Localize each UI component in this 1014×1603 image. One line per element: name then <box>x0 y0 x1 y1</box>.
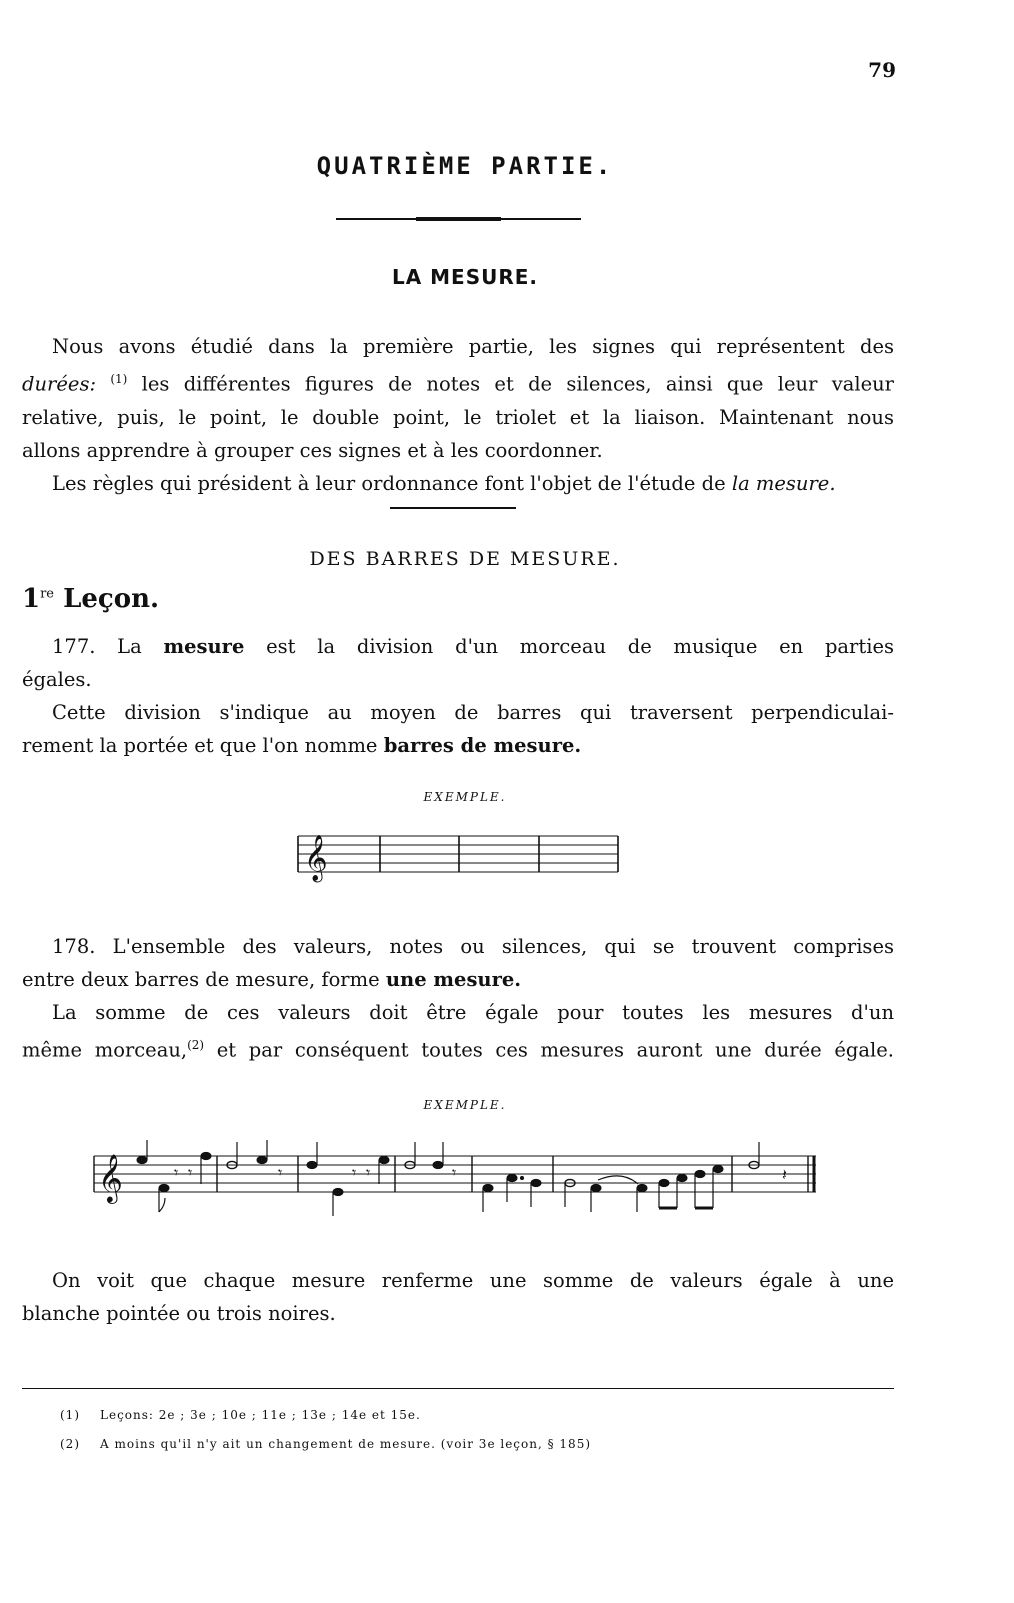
p178-line-2 <box>22 963 894 996</box>
svg-text:𝄽: 𝄽 <box>782 1165 787 1184</box>
p178-line-4-text-a: même morceau, <box>22 1038 188 1062</box>
svg-text:𝄾: 𝄾 <box>366 1163 371 1182</box>
intro-durees: durées: <box>22 372 97 396</box>
example-2-label: EXEMPLE. <box>423 1098 507 1112</box>
chapter-title: LA MESURE. <box>391 265 539 289</box>
lesson-title <box>22 584 159 614</box>
paragraph-177 <box>22 630 894 762</box>
title-divider <box>336 218 581 220</box>
p177-term-barres: barres de mesure. <box>383 734 582 757</box>
intro-la-mesure: la mesure. <box>731 471 836 495</box>
svg-text:𝄾: 𝄾 <box>352 1163 357 1182</box>
part-title: QUATRIÈME PARTIE. <box>316 152 614 180</box>
lesson-label: Leçon. <box>63 584 160 614</box>
intro-line-2 <box>22 363 894 401</box>
paragraph-178 <box>22 930 894 1067</box>
intro-line-5 <box>22 467 894 500</box>
svg-text:𝄾: 𝄾 <box>188 1163 193 1182</box>
staff-lines <box>298 836 618 872</box>
p177-number: 177. La <box>52 635 142 658</box>
intro-line-2-text: les différentes figures de notes et de silences, ainsi que leur valeur <box>141 372 894 396</box>
conclusion-line-2: blanche pointée ou trois noires. <box>22 1302 336 1325</box>
example-1-label: EXEMPLE. <box>423 790 507 804</box>
footnote-2-mark: (2) <box>60 1437 80 1451</box>
treble-clef-icon: 𝄞 <box>304 835 328 881</box>
footnote-ref-1: (1) <box>110 372 128 386</box>
intro-line-3: relative, puis, le point, le double point, le triolet et la liaison. Maintenant nous <box>22 405 894 429</box>
footnote-1 <box>60 1408 421 1422</box>
intro-line-1: Nous avons étudié dans la première partie, les signes qui représentent des <box>52 335 894 358</box>
conclusion-paragraph <box>22 1264 894 1330</box>
example-2-staff <box>92 1140 820 1220</box>
footnote-1-mark: (1) <box>60 1408 80 1422</box>
footnote-2 <box>60 1437 591 1451</box>
p178-term-une-mesure: une mesure. <box>385 968 522 991</box>
p177-term-mesure: mesure <box>163 635 245 658</box>
notes <box>137 1140 787 1216</box>
p177-line-4 <box>22 729 894 762</box>
p177-line-3: Cette division s'indique au moyen de barres qui traversent perpendiculai- <box>52 701 894 724</box>
lesson-sup: re <box>40 586 55 602</box>
intro-line-5-text: Les règles qui président à leur ordonnance font l'objet de l'étude de <box>52 471 726 495</box>
p178-line-3: La somme de ces valeurs doit être égale pour toutes les mesures d'un <box>52 1001 894 1024</box>
p177-line-1-text: est la division d'un morceau de musique en parties <box>266 635 894 658</box>
p177-line-1 <box>22 630 894 663</box>
treble-clef-icon: 𝄞 <box>98 1153 123 1202</box>
p177-line-2: égales. <box>22 668 92 691</box>
intro-paragraph <box>22 330 894 500</box>
p178-line-1: 178. L'ensemble des valeurs, notes ou silences, qui se trouvent comprises <box>52 935 894 958</box>
footnote-divider <box>22 1388 894 1389</box>
p178-line-2-text: entre deux barres de mesure, forme <box>22 968 380 991</box>
example-1-staff <box>296 828 622 890</box>
p178-line-4-text-b: et par conséquent toutes ces mesures auront une durée égale. <box>216 1038 894 1062</box>
conclusion-line-1: On voit que chaque mesure renferme une somme de valeurs égale à une <box>52 1269 894 1292</box>
footnote-1-text: Leçons: 2e ; 3e ; 10e ; 11e ; 13e ; 14e et 15e. <box>100 1408 421 1422</box>
p177-line-4-text: rement la portée et que l'on nomme <box>22 734 378 757</box>
page-number: 79 <box>868 58 896 82</box>
p178-line-4 <box>22 1029 894 1067</box>
svg-text:𝄾: 𝄾 <box>278 1163 283 1182</box>
section-title: DES BARRES DE MESURE. <box>309 548 621 570</box>
svg-text:𝄾: 𝄾 <box>452 1163 457 1182</box>
section-divider <box>390 507 516 509</box>
lesson-number: 1 <box>22 584 41 614</box>
svg-text:𝄾: 𝄾 <box>174 1163 179 1182</box>
intro-line-4: allons apprendre à grouper ces signes et à les coordonner. <box>22 438 603 462</box>
footnote-2-text: A moins qu'il n'y ait un changement de mesure. (voir 3e leçon, § 185) <box>100 1437 592 1451</box>
footnote-ref-2: (2) <box>187 1038 205 1052</box>
